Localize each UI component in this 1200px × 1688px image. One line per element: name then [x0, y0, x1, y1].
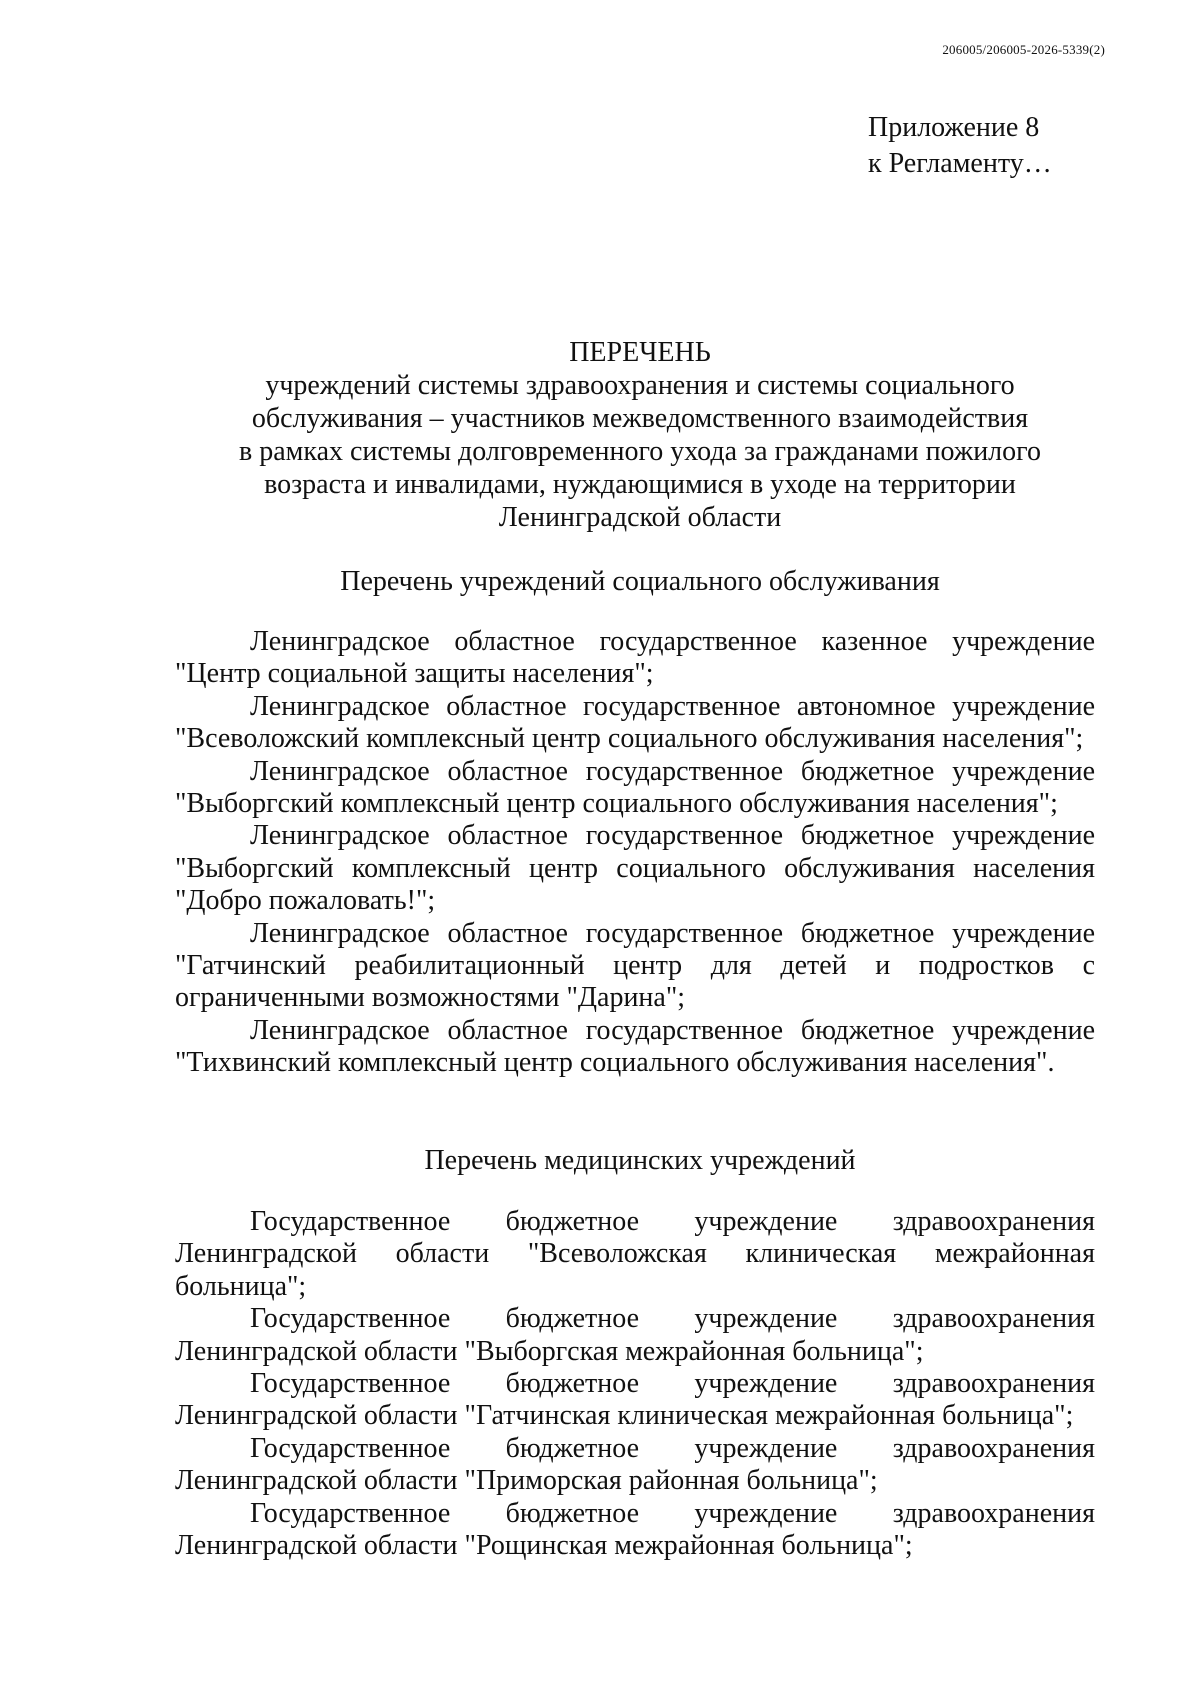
medical-institution: Государственное бюджетное учреждение здравоохранения Ленинградской области "Приморская районная больница"; — [175, 1432, 1095, 1497]
title-line: учреждений системы здравоохранения и системы социального — [265, 370, 1015, 401]
medical-institution: Государственное бюджетное учреждение здравоохранения Ленинградской области "Гатчинская клиническая межрайонная больница"; — [175, 1368, 1095, 1432]
title-line: в рамках системы долговременного ухода за гражданами пожилого — [239, 436, 1041, 467]
document-title — [175, 336, 1105, 534]
medical-institution: Государственное бюджетное учреждение здравоохранения Ленинградской области "Рощинская межрайонная больница"; — [175, 1497, 1095, 1562]
title-line: обслуживания – участников межведомственного взаимодействия — [251, 403, 1029, 434]
title-line: возраста и инвалидами, нуждающимися в уходе на территории — [264, 469, 1016, 500]
social-institutions-list — [175, 626, 1095, 1080]
medical-section-heading: Перечень медицинских учреждений — [424, 1145, 856, 1176]
medical-institution: Государственное бюджетное учреждение здравоохранения Ленинградской области "Выборгская межрайонная больница"; — [175, 1303, 1095, 1367]
medical-institutions-list — [175, 1206, 1095, 1562]
social-institution: Ленинградское областное государственное автономное учреждение "Всеволожский комплексный центр социального обслуживания населения"; — [175, 690, 1095, 755]
appendix-reference — [868, 110, 1052, 182]
title-line: Ленинградской области — [498, 502, 782, 533]
social-section-heading: Перечень учреждений социального обслуживания — [340, 566, 940, 597]
social-institution: Ленинградское областное государственное бюджетное учреждение "Гатчинский реабилитационный центр для детей и подростков с ограниченными возможностями "Дарина"; — [175, 917, 1095, 1014]
appendix-number: Приложение 8 — [868, 112, 1040, 143]
title-heading: ПЕРЕЧЕНЬ — [569, 337, 711, 368]
document-id: 206005/206005-2026-5339(2) — [942, 42, 1105, 57]
social-institution: Ленинградское областное государственное казенное учреждение "Центр социальной защиты населения"; — [175, 626, 1095, 690]
social-institution: Ленинградское областное государственное бюджетное учреждение "Тихвинский комплексный центр социального обслуживания населения". — [175, 1014, 1095, 1079]
medical-institution: Государственное бюджетное учреждение здравоохранения Ленинградской области "Всеволожская клиническая межрайонная больница"; — [175, 1206, 1095, 1302]
appendix-regulation: к Регламенту… — [868, 148, 1052, 179]
social-institution: Ленинградское областное государственное бюджетное учреждение "Выборгский комплексный центр социального обслуживания населения "Добро пожаловать!"; — [175, 820, 1095, 917]
social-institution: Ленинградское областное государственное бюджетное учреждение "Выборгский комплексный центр социального обслуживания населения"; — [175, 755, 1095, 820]
